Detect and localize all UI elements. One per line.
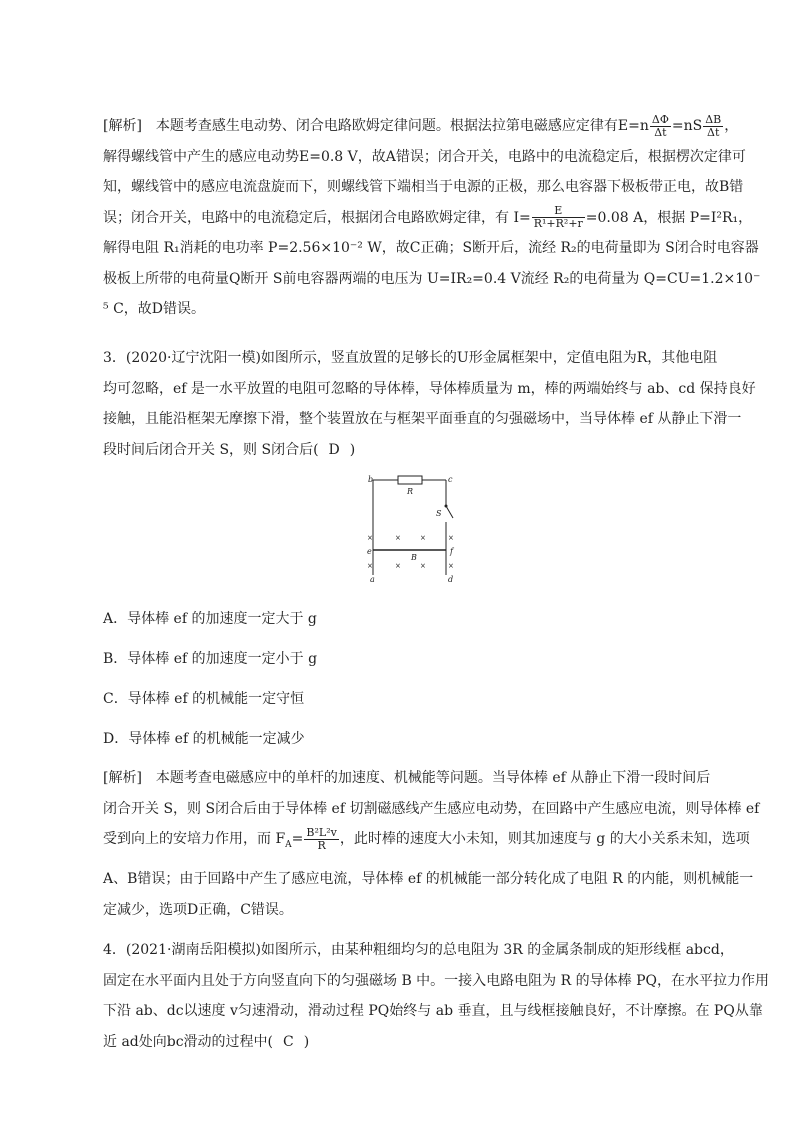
denominator: Δt: [707, 125, 720, 139]
analysis-3-line-2: 闭合开关 S，则 S闭合后由于导体棒 ef 切割磁感线产生感应电动势，在回路中产生感应电流，则导体棒 ef: [103, 800, 760, 817]
analysis-1-line-2: 解得螺线管中产生的感应电动势E=0.8 V，故A错误；闭合开关，电路中的电流稳定后，根据楞次定律可: [103, 148, 746, 165]
answer-mark: D: [328, 441, 340, 458]
analysis-1-line-3: 知，螺线管中的感应电流盘旋而下，则螺线管下端相当于电源的正极，那么电容器下极板带正电，故B错: [103, 179, 744, 195]
question-3-line-4: [103, 435, 723, 466]
analysis-1: [103, 111, 761, 325]
option-b: B．导体棒 ef 的加速度一定小于 g: [103, 651, 318, 667]
option-d: D．导体棒 ef 的机械能一定减少: [103, 731, 305, 747]
text-run: ，此时棒的速度大小未知，则其加速度与 g 的大小关系未知，选项: [339, 831, 750, 847]
question-3-line-3: 接触，且能沿框架无摩擦下滑，整个装置放在与框架平面垂直的匀强磁场中，当导体棒 ef 从静止下滑一: [103, 411, 742, 427]
text-run: =: [291, 831, 304, 847]
cross-mark: ×: [395, 534, 401, 542]
numerator: E: [532, 205, 585, 218]
analysis-3-line-4: A、B错误；由于回路中产生了感应电流，导体棒 ef 的机械能一部分转化成了电阻 R 的内能，则机械能一: [103, 871, 754, 887]
label-f: f: [450, 547, 453, 556]
label-d: d: [448, 575, 454, 584]
cross-mark: ×: [395, 562, 401, 570]
cross-mark: ×: [448, 562, 454, 570]
fraction: [304, 827, 338, 852]
analysis-1-line-6: 极板上所带的电荷量Q断开 S前电容器两端的电压为 U=IR₂=0.4 V流经 R₂的电荷量为 Q=CU=1.2×10⁻: [103, 270, 761, 287]
cross-mark: ×: [420, 534, 426, 542]
numerator: B²L²v: [306, 825, 337, 839]
analysis-3-line-1: [解析] 本题考查电磁感应中的单杆的加速度、机械能等问题。当导体棒 ef 从静止下滑一段时间后: [103, 770, 711, 786]
resistor-r: [398, 476, 422, 484]
switch-contact: [445, 505, 448, 508]
fraction: [532, 205, 585, 230]
label-a: a: [370, 575, 375, 584]
text-run: 误；闭合开关，电路中的电流稳定后，根据闭合电路欧姆定律，有 I=: [103, 209, 531, 226]
text-run: 受到向上的安培力作用，而 F: [103, 831, 286, 847]
question-4-line-4: [103, 1027, 723, 1058]
analysis-1-line-4: [103, 203, 753, 234]
text-run: ): [303, 1033, 310, 1050]
text-run: =nS: [671, 118, 703, 134]
label-r: R: [407, 487, 414, 496]
text-run: ): [349, 441, 356, 458]
label-b: b: [368, 475, 374, 484]
answer-mark: C: [283, 1033, 294, 1050]
option-a: A．导体棒 ef 的加速度一定大于 g: [103, 611, 317, 627]
label-c: c: [448, 475, 453, 484]
cross-mark: ×: [367, 562, 373, 570]
numerator: ΔB: [705, 112, 722, 126]
question-4-line-1: 4．(2021·湖南岳阳模拟)如图所示，由某种粗细均匀的总电阻为 3R 的金属条制成的矩形线框 abcd，: [103, 942, 734, 958]
question-3-line-2: 均可忽略，ef 是一水平放置的电阻可忽略的导体棒，导体棒质量为 m，棒的两端始终与 ab、cd 保持良好: [103, 380, 756, 397]
text-run: [解析] 本题考查感生电动势、闭合电路欧姆定律问题。根据法拉第电磁感应定律有E=n: [103, 118, 649, 134]
cross-mark: ×: [367, 534, 373, 542]
option-c: C．导体棒 ef 的机械能一定守恒: [103, 691, 305, 707]
text-run: 近 ad处向bc滑动的过程中(: [103, 1033, 274, 1050]
fraction: [703, 114, 723, 139]
question-3-line-1: 3．(2020·辽宁沈阳一模)如图所示，竖直放置的足够长的U形金属框架中，定值电阻为R，其他电阻: [103, 350, 718, 366]
fraction: [650, 114, 671, 139]
analysis-3: [103, 763, 760, 925]
analysis-1-line-5: 解得电阻 R₁消耗的电功率 P=2.56×10⁻² W，故C正确；S断开后，流经 R₂的电荷量即为 S闭合时电容器: [103, 240, 759, 256]
text-run: =0.08 A，根据 P=I²R₁，: [585, 209, 753, 226]
denominator: R: [317, 838, 326, 852]
label-e: e: [367, 547, 372, 556]
cross-mark: ×: [448, 534, 454, 542]
denominator: Δt: [654, 125, 667, 139]
analysis-3-line-5: 定减少，选项D正确，C错误。: [103, 901, 293, 918]
question-4-line-2: 固定在水平面内且处于方向竖直向下的匀强磁场 B 中。一接入电路电阻为 R 的导体棒 PQ，在水平拉力作用: [103, 972, 769, 989]
analysis-1-line-7: ⁵ C，故D错误。: [103, 301, 205, 317]
question-4-stem: [103, 935, 769, 1057]
label-s: S: [436, 509, 442, 518]
denominator: R¹+R²+r: [533, 217, 583, 230]
numerator: ΔΦ: [651, 112, 669, 126]
question-4-line-3: 下沿 ab、dc以速度 v匀速滑动，滑动过程 PQ始终与 ab 垂直，且与线框接触良好，不计摩擦。在 PQ从靠: [103, 1003, 763, 1019]
label-field-b: B: [411, 553, 417, 562]
text-run: ，: [724, 118, 739, 134]
question-3-stem: [103, 343, 756, 465]
cross-mark: ×: [420, 562, 426, 570]
subscript: A: [285, 839, 292, 850]
text-run: 段时间后闭合开关 S，则 S闭合后(: [103, 441, 319, 458]
circuit-figure: [360, 470, 470, 585]
analysis-1-line-1: [103, 111, 739, 142]
switch-s: [446, 506, 453, 518]
analysis-3-line-3: [103, 824, 750, 864]
